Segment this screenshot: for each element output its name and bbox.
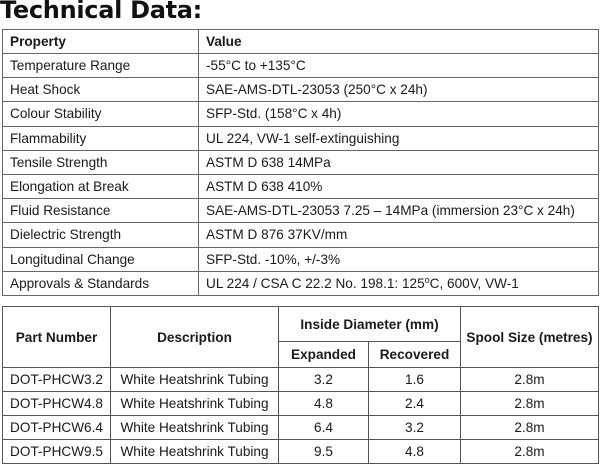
- table-row: [3, 440, 599, 464]
- part-number-cell: DOT-PHCW9.5: [3, 440, 111, 464]
- property-cell: Elongation at Break: [3, 174, 199, 198]
- property-cell: Approvals & Standards: [3, 271, 199, 295]
- table-row: [3, 174, 599, 198]
- value-cell: ASTM D 638 14MPa: [199, 150, 599, 174]
- part-number-cell: DOT-PHCW4.8: [3, 392, 111, 416]
- expanded-column-header: Expanded: [279, 342, 369, 368]
- table-row: [3, 150, 599, 174]
- property-cell: Colour Stability: [3, 102, 199, 126]
- expanded-cell: 4.8: [279, 392, 369, 416]
- description-cell: White Heatshrink Tubing: [111, 416, 279, 440]
- value-text-prefix: UL 224 / CSA C 22.2 No. 198.1: 125: [206, 275, 425, 291]
- part-number-cell: DOT-PHCW3.2: [3, 368, 111, 392]
- part-number-cell: DOT-PHCW6.4: [3, 416, 111, 440]
- expanded-cell: 3.2: [279, 368, 369, 392]
- properties-header-row: [3, 30, 599, 54]
- recovered-column-header: Recovered: [369, 342, 461, 368]
- spool-size-cell: 2.8m: [461, 368, 599, 392]
- value-cell: [199, 271, 599, 295]
- table-row: [3, 247, 599, 271]
- value-text-suffix: C, 600V, VW-1: [429, 275, 519, 291]
- recovered-cell: 4.8: [369, 440, 461, 464]
- value-cell: ASTM D 876 37KV/mm: [199, 223, 599, 247]
- table-row: [3, 368, 599, 392]
- properties-table: [2, 29, 599, 296]
- table-row: [3, 392, 599, 416]
- recovered-cell: 1.6: [369, 368, 461, 392]
- value-cell: SAE-AMS-DTL-23053 (250°C x 24h): [199, 78, 599, 102]
- part-number-column-header: Part Number: [3, 307, 111, 368]
- spool-size-cell: 2.8m: [461, 416, 599, 440]
- spool-size-column-header: Spool Size (metres): [461, 307, 599, 368]
- table-row: [3, 54, 599, 78]
- spool-size-cell: 2.8m: [461, 392, 599, 416]
- description-column-header: Description: [111, 307, 279, 368]
- table-row: [3, 199, 599, 223]
- table-row: [3, 126, 599, 150]
- value-cell: UL 224, VW-1 self-extinguishing: [199, 126, 599, 150]
- description-cell: White Heatshrink Tubing: [111, 440, 279, 464]
- table-row: [3, 78, 599, 102]
- property-cell: Temperature Range: [3, 54, 199, 78]
- property-cell: Heat Shock: [3, 78, 199, 102]
- page-title: Technical Data:: [0, 0, 202, 24]
- value-cell: SFP-Std. -10%, +/-3%: [199, 247, 599, 271]
- table-row: [3, 223, 599, 247]
- table-row: [3, 102, 599, 126]
- description-cell: White Heatshrink Tubing: [111, 392, 279, 416]
- expanded-cell: 6.4: [279, 416, 369, 440]
- recovered-cell: 3.2: [369, 416, 461, 440]
- property-cell: Longitudinal Change: [3, 247, 199, 271]
- value-column-header: Value: [199, 30, 599, 54]
- property-cell: Fluid Resistance: [3, 199, 199, 223]
- value-cell: SAE-AMS-DTL-23053 7.25 – 14MPa (immersion 23°C x 24h): [199, 199, 599, 223]
- recovered-cell: 2.4: [369, 392, 461, 416]
- description-cell: White Heatshrink Tubing: [111, 368, 279, 392]
- spool-size-cell: 2.8m: [461, 440, 599, 464]
- value-cell: -55°C to +135°C: [199, 54, 599, 78]
- degree-superscript: o: [424, 274, 430, 285]
- property-cell: Tensile Strength: [3, 150, 199, 174]
- property-column-header: Property: [3, 30, 199, 54]
- value-cell: SFP-Std. (158°C x 4h): [199, 102, 599, 126]
- table-row: [3, 271, 599, 295]
- value-cell: ASTM D 638 410%: [199, 174, 599, 198]
- property-cell: Dielectric Strength: [3, 223, 199, 247]
- expanded-cell: 9.5: [279, 440, 369, 464]
- inside-diameter-column-header: Inside Diameter (mm): [279, 307, 461, 342]
- parts-table: [2, 306, 599, 464]
- property-cell: Flammability: [3, 126, 199, 150]
- table-row: [3, 416, 599, 440]
